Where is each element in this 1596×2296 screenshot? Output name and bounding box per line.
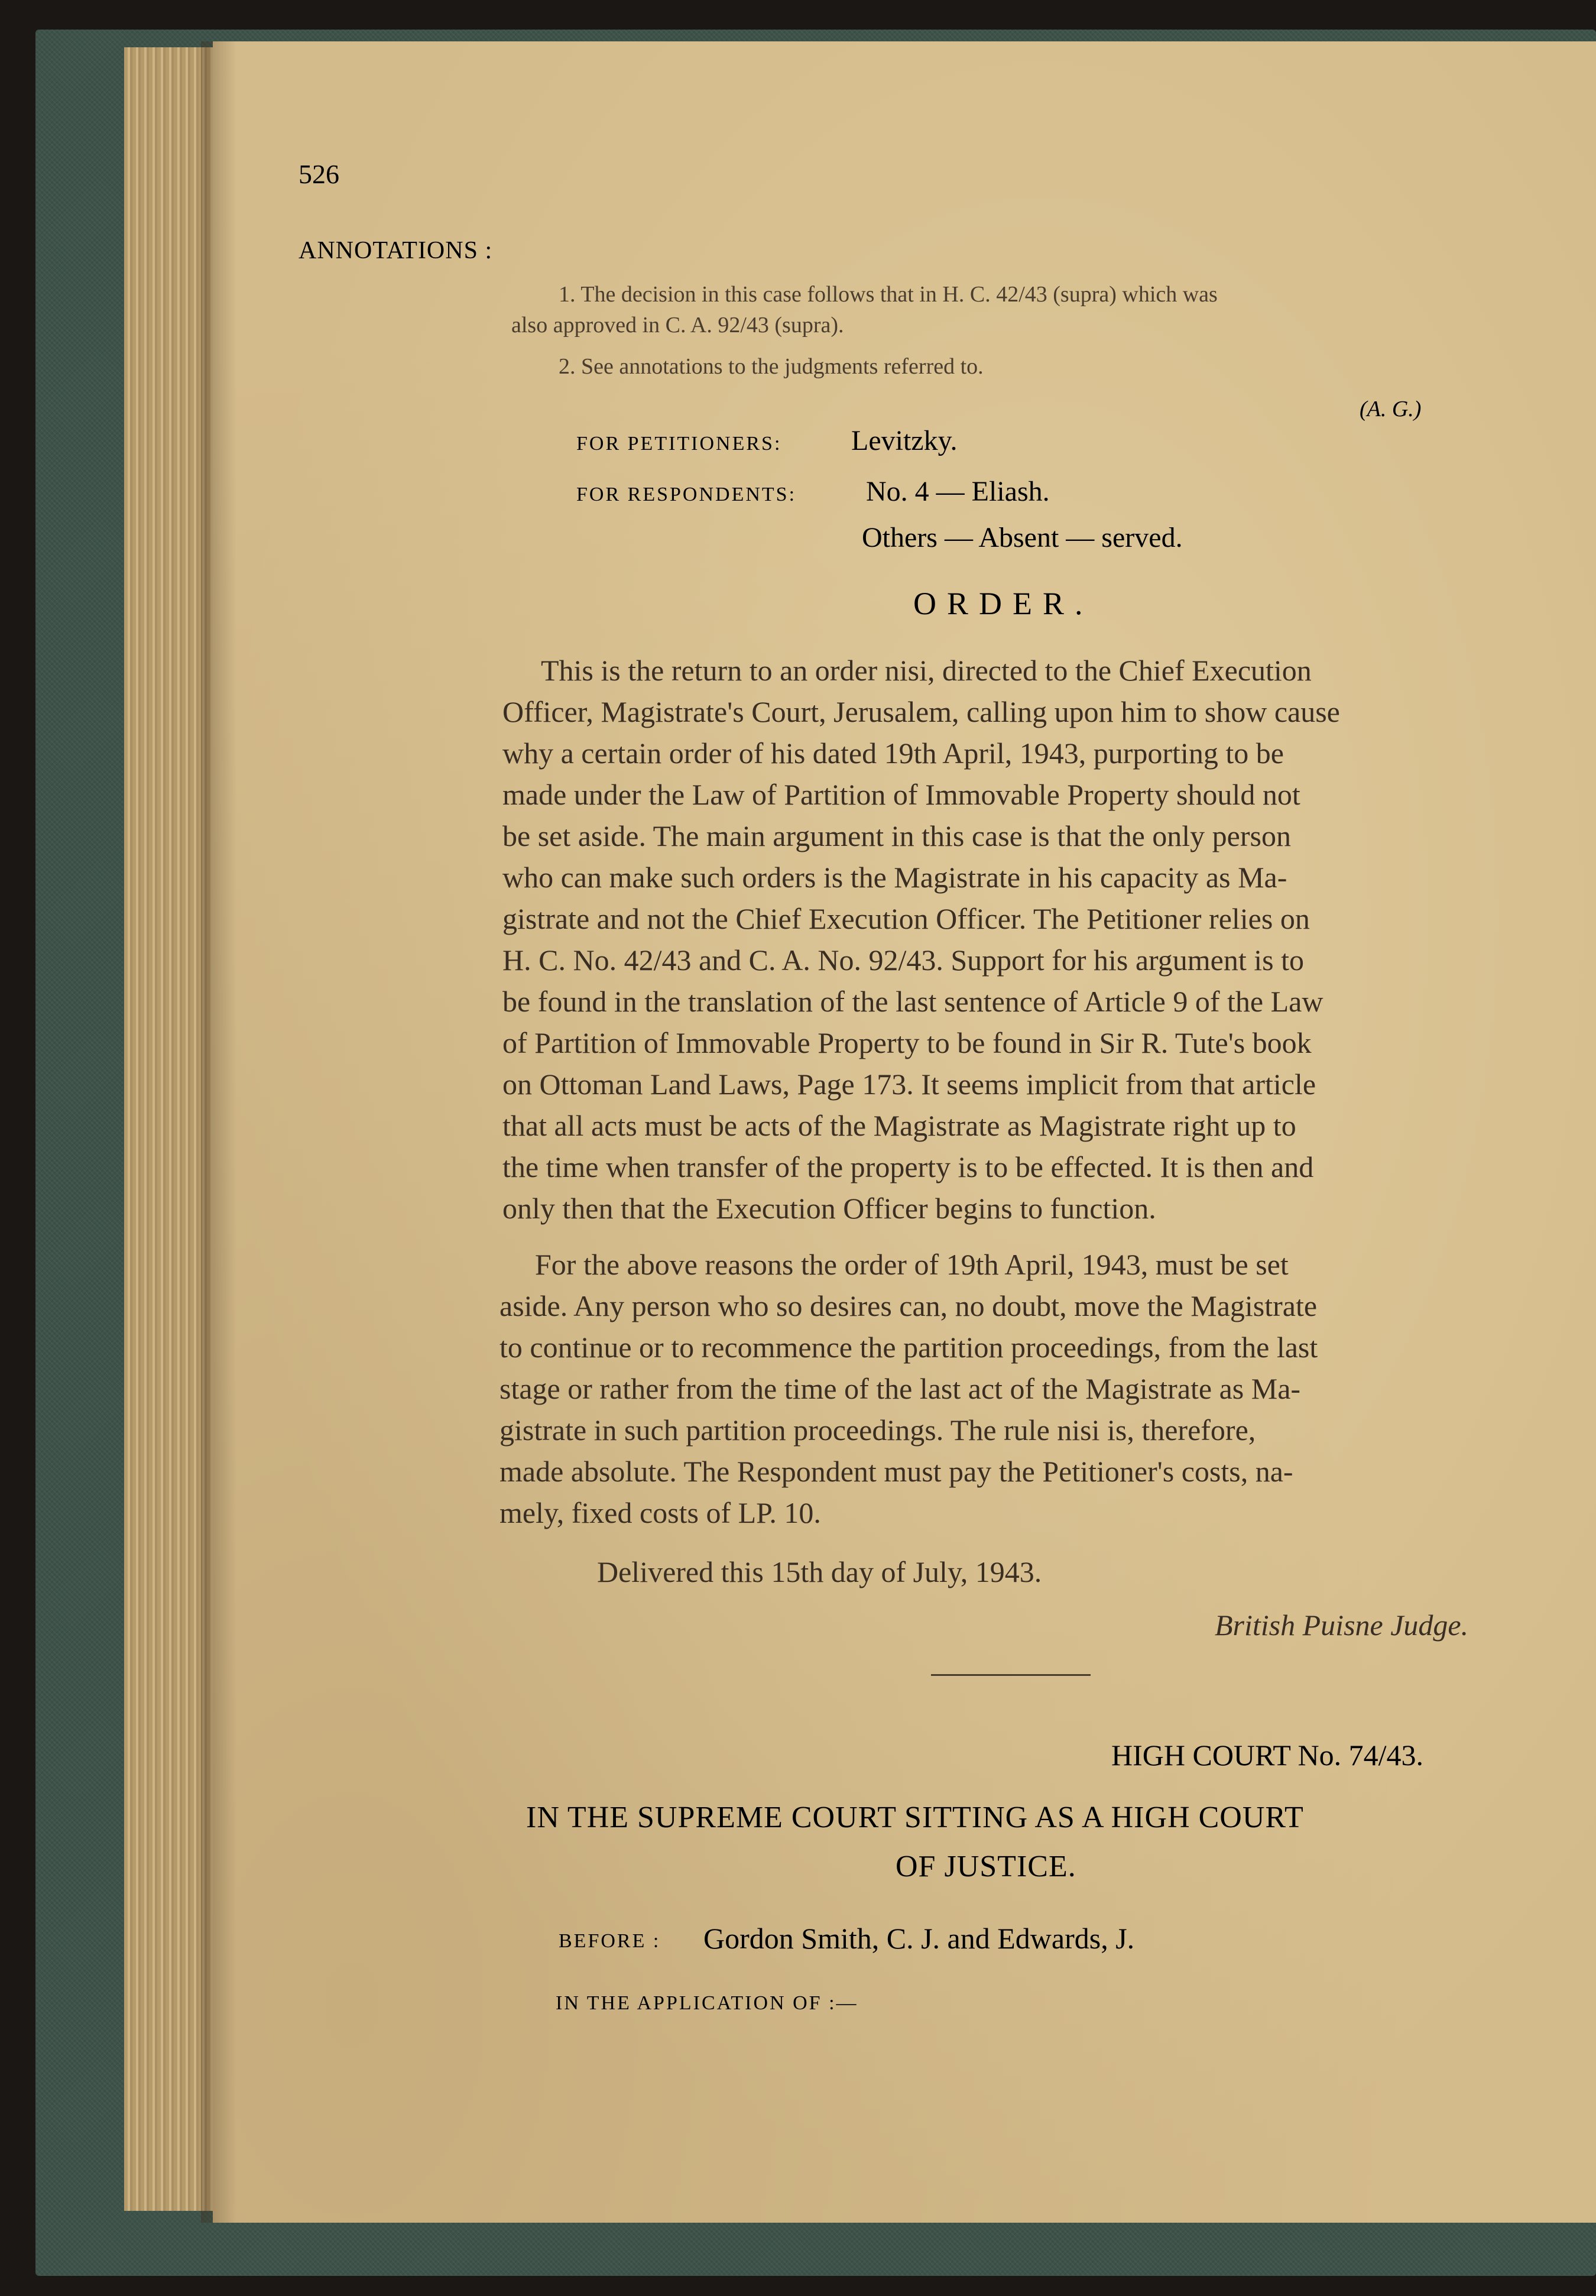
respondents-label: FOR RESPONDENTS: xyxy=(576,484,797,505)
body-line: be found in the translation of the last sentence of Article 9 of the Law xyxy=(502,985,1323,1018)
judge-signature: British Puisne Judge. xyxy=(1215,1609,1469,1642)
body-line: gistrate and not the Chief Execution Officer. The Petitioner relies on xyxy=(502,902,1310,935)
page-number: 526 xyxy=(299,159,339,189)
body-line: mely, fixed costs of LP. 10. xyxy=(499,1496,821,1529)
order-title: ORDER. xyxy=(913,586,1094,621)
body-line: gistrate in such partition proceedings. The rule nisi is, therefore, xyxy=(499,1413,1256,1447)
case-number: HIGH COURT No. 74/43. xyxy=(1111,1739,1424,1772)
section-divider xyxy=(931,1674,1091,1676)
annotation-line: 2. See annotations to the judgments referred to. xyxy=(559,354,984,379)
annotator-initials: (A. G.) xyxy=(1360,397,1422,421)
judges-names: Gordon Smith, C. J. and Edwards, J. xyxy=(703,1922,1135,1955)
body-line: who can make such orders is the Magistrate in his capacity as Ma- xyxy=(502,861,1287,894)
body-line: why a certain order of his dated 19th April, 1943, purporting to be xyxy=(502,737,1284,770)
respondents-counsel: No. 4 — Eliash. xyxy=(866,476,1050,507)
annotations-heading: ANNOTATIONS : xyxy=(299,237,493,264)
body-line: on Ottoman Land Laws, Page 173. It seems implicit from that article xyxy=(502,1068,1316,1101)
body-line: of Partition of Immovable Property to be found in Sir R. Tute's book xyxy=(502,1026,1312,1059)
body-line: made absolute. The Respondent must pay the Petitioner's costs, na- xyxy=(499,1455,1293,1488)
body-line: the time when transfer of the property is to be effected. It is then and xyxy=(502,1150,1314,1183)
body-line: be set aside. The main argument in this case is that the only person xyxy=(502,819,1291,852)
annotation-line: 1. The decision in this case follows that in H. C. 42/43 (supra) which was xyxy=(559,282,1218,307)
body-line: to continue or to recommence the partition proceedings, from the last xyxy=(499,1331,1318,1364)
petitioners-label: FOR PETITIONERS: xyxy=(576,433,782,455)
annotation-line: also approved in C. A. 92/43 (supra). xyxy=(511,313,844,338)
court-title-continued: OF JUSTICE. xyxy=(896,1850,1076,1883)
respondents-counsel-others: Others — Absent — served. xyxy=(862,522,1183,553)
gutter-shadow xyxy=(201,41,236,2223)
body-line: For the above reasons the order of 19th April, 1943, must be set xyxy=(535,1248,1289,1281)
body-line: Officer, Magistrate's Court, Jerusalem, calling upon him to show cause xyxy=(502,695,1340,728)
delivered-line: Delivered this 15th day of July, 1943. xyxy=(597,1555,1042,1588)
body-line: only then that the Execution Officer begins to function. xyxy=(502,1192,1156,1225)
body-line: aside. Any person who so desires can, no doubt, move the Magistrate xyxy=(499,1289,1318,1322)
application-label: IN THE APPLICATION OF :— xyxy=(556,1992,858,2014)
body-line: made under the Law of Partition of Immovable Property should not xyxy=(502,778,1300,811)
before-label: BEFORE : xyxy=(559,1930,661,1952)
petitioners-counsel: Levitzky. xyxy=(851,425,958,456)
body-line: that all acts must be acts of the Magistrate as Magistrate right up to xyxy=(502,1109,1296,1142)
body-line: H. C. No. 42/43 and C. A. No. 92/43. Support for his argument is to xyxy=(502,943,1305,977)
body-line: stage or rather from the time of the last act of the Magistrate as Ma- xyxy=(499,1372,1301,1405)
court-title: IN THE SUPREME COURT SITTING AS A HIGH COURT xyxy=(526,1801,1304,1834)
body-line: This is the return to an order nisi, directed to the Chief Execution xyxy=(541,654,1312,687)
